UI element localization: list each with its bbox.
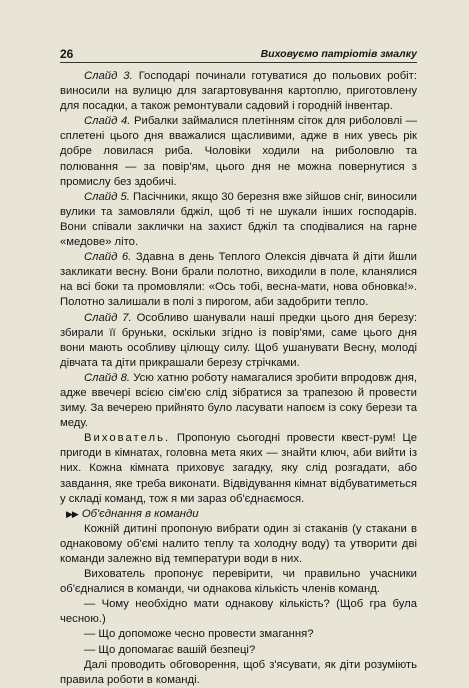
slide-label: Слайд 6.	[84, 251, 132, 264]
section-title: Об'єднання в команди	[81, 507, 199, 520]
double-arrow-icon: ▶▶	[66, 508, 78, 519]
page-number: 26	[60, 47, 74, 61]
slide-label: Слайд 3.	[84, 70, 133, 82]
paragraph-check: Вихователь пропонує перевірити, чи правильно учасники об'єдналися в команди, чи однакова кількість членів команд.	[60, 568, 417, 596]
slide-label: Слайд 5.	[84, 190, 130, 203]
paragraph-discussion: Далі проводить обговорення, щоб з'ясувати, як діти розуміють правила роботи в команді.	[60, 658, 417, 686]
paragraph-text: Пасічники, якщо 30 березня вже зійшов сніг, виносили вулики та замовляли бджіл, щоб ті не шукали інших господарів. Вони співали заклички на захист бджіл та сподівалися на гарне «медове» літо.	[60, 190, 417, 249]
paragraph-text: Рибалки займалися плетінням сіток для риболовлі — сплетені цього дня вважалися щасливими, адже в них увесь рік добре ловилася риба. Чоловіки ходили на риболовлю та полювання — за повір'ям, цього дня не можна повернутися з промислу без здобичі.	[60, 115, 418, 188]
question-line: — Що допоможе чесно провести змагання?	[84, 628, 314, 641]
slide-label: Слайд 4.	[84, 115, 131, 128]
speaker-label: Вихователь.	[84, 432, 171, 445]
paragraph-slide-7	[60, 311, 417, 371]
paragraph-slide-5	[60, 190, 417, 250]
slide-label: Слайд 7.	[84, 311, 132, 324]
header-rule	[60, 62, 417, 63]
paragraph-text: Здавна в день Теплого Олексія дівчата й діти йшли закликати весну. Вони брали полотно, виходили в поле, кланялися на всі боки та промовляли: «Ось тобі, весна-мати, нова обновка!». Полотно залишали в полі з пирогом, аби задобрити тепло.	[60, 251, 417, 309]
paragraph-educator	[60, 431, 417, 506]
section-heading	[60, 507, 417, 522]
question-line: — Чому необхідно мати однакову кількість? (Щоб гра була чесною.)	[60, 598, 417, 626]
paragraph-slide-8	[60, 371, 417, 431]
paragraph-text: Пропоную сьогодні провести квест-рум! Це пригоди в кімнатах, головна мета яких — знайти ключ, аби вийти із них. Кожна кімната приховує загадку, яку слід розгадати, або завдання, яке треба виконати. Відвідування кімнат відбуватиметься у складі команд, тож я ми зараз об'єднаємося.	[60, 432, 417, 505]
paragraph-text: Усю хатню роботу намагалися зробити впродовж дня, адже ввечері всією сім'єю слід зібратися за трапезою й провести зиму. За вечерею прийнято було ласувати напоєм із соку берези та меду.	[60, 371, 417, 430]
paragraph-text: Особливо шанували наші предки цього дня березу: збирали її бруньки, оскільки згідно із повір'ями, саме цього дня вони мають особливу цілющу силу. Щоб ушанувати Весну, молоді дівчата та діти прикрашали березу стрічками.	[60, 311, 418, 369]
question-line: — Що допомагає вашій безпеці?	[84, 643, 256, 656]
running-title: Виховуємо патріотів змалку	[260, 48, 417, 60]
paragraph-instructions: Кожній дитині пропоную вибрати один зі стаканів (у стакани в однаковому об'ємі налито теплу та холодну воду) та утворити дві команди залежно від температури води в них.	[60, 522, 417, 565]
paragraph-slide-6	[60, 250, 417, 310]
paragraph-slide-4	[60, 114, 417, 189]
paragraph-text: Господарі починали готуватися до польових робіт: виносили на вулицю для загартовування картоплю, приготовлену для посадки, а також ремонтували садовий і городній інвентар.	[60, 70, 417, 113]
paragraph-slide-3	[60, 69, 417, 114]
page-body	[60, 69, 417, 688]
page-header	[60, 44, 417, 60]
slide-label: Слайд 8.	[84, 371, 131, 384]
